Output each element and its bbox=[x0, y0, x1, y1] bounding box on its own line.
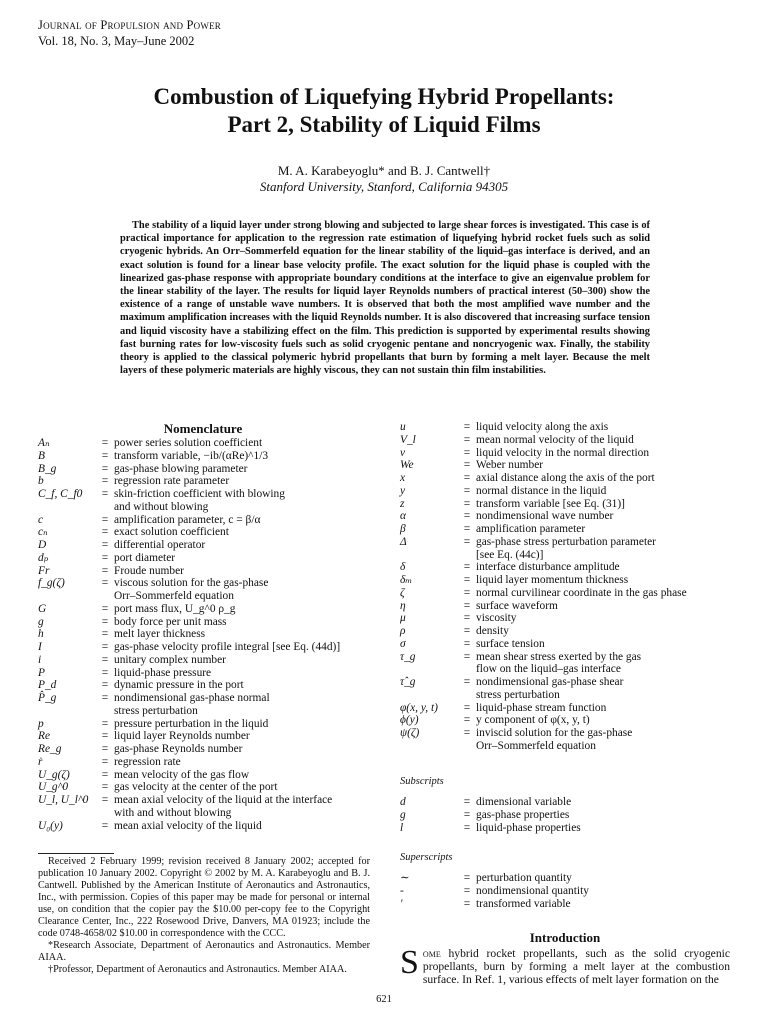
nomenclature-row bbox=[38, 820, 370, 833]
nomenclature-equals: = bbox=[101, 462, 109, 475]
nomenclature-definition: liquid layer Reynolds number bbox=[114, 730, 250, 743]
nomenclature-row bbox=[38, 628, 370, 641]
nomenclature-symbol: U_g(ζ) bbox=[38, 768, 70, 781]
nomenclature-equals bbox=[96, 590, 114, 603]
nomenclature-row bbox=[400, 612, 730, 625]
nomenclature-symbol: τ_g bbox=[400, 650, 416, 663]
nomenclature-definition: liquid-phase stream function bbox=[476, 701, 607, 714]
nomenclature-symbol: ψ(ζ) bbox=[400, 727, 420, 739]
nomenclature-symbol: x bbox=[400, 472, 406, 484]
nomenclature-right-list bbox=[400, 421, 730, 753]
nomenclature-row bbox=[38, 654, 370, 667]
nomenclature-definition: mean normal velocity of the liquid bbox=[476, 433, 634, 446]
nomenclature-row bbox=[38, 756, 370, 769]
nomenclature-symbol: b bbox=[38, 475, 44, 488]
nomenclature-row bbox=[400, 421, 730, 434]
nomenclature-symbol: σ bbox=[400, 637, 406, 650]
nomenclature-symbol: v bbox=[400, 446, 406, 459]
nomenclature-definition: nondimensional quantity bbox=[476, 884, 589, 897]
nomenclature-definition: gas-phase properties bbox=[476, 808, 570, 821]
nomenclature-symbol: ρ bbox=[400, 625, 406, 637]
nomenclature-equals: = bbox=[463, 625, 471, 637]
journal-header bbox=[38, 17, 221, 49]
title-line-2: Part 2, Stability of Liquid Films bbox=[227, 112, 541, 137]
nomenclature-equals: = bbox=[463, 897, 471, 910]
footnote-received: Received 2 February 1999; revision received 8 January 2002; accepted for publication 10 January 2002. Copyright © 2002 by M. A. Karabeyoglu and B. J. Cantwell. Published by the American Institute of Aeronautics and Astronautics, Inc., with permission. Copies of this paper may be made for personal or internal use, on condition that the copier pay the $10.00 per-copy fee to the Copyright Clearance Center, Inc., 222 Rosewood Drive, Danvers, MA 01923; include the code 0748-4658/02 $10.00 in correspondence with the CCC. bbox=[38, 856, 370, 939]
nomenclature-symbol: l bbox=[400, 821, 404, 834]
nomenclature-equals: = bbox=[463, 612, 471, 625]
nomenclature-symbol: U_l, U_l^0 bbox=[38, 794, 89, 806]
nomenclature-row bbox=[38, 692, 370, 705]
nomenclature-equals: = bbox=[463, 796, 471, 808]
nomenclature-equals: = bbox=[101, 641, 109, 653]
nomenclature-equals: = bbox=[101, 768, 109, 781]
nomenclature-equals: = bbox=[463, 650, 471, 663]
nomenclature-row bbox=[400, 498, 730, 511]
superscripts-list bbox=[400, 872, 730, 910]
nomenclature-symbol: ζ bbox=[400, 586, 405, 599]
nomenclature-definition: mean axial velocity of the liquid at the interface bbox=[114, 794, 333, 806]
nomenclature-definition: transform variable [see Eq. (31)] bbox=[476, 497, 625, 510]
nomenclature-definition: mean axial velocity of the liquid bbox=[114, 819, 262, 832]
nomenclature-definition: axial distance along the axis of the port bbox=[476, 472, 655, 484]
nomenclature-definition: liquid velocity along the axis bbox=[476, 421, 609, 433]
nomenclature-definition: viscous solution for the gas-phase bbox=[114, 577, 269, 590]
nomenclature-symbol: I bbox=[38, 641, 42, 653]
nomenclature-definition: pressure perturbation in the liquid bbox=[114, 717, 269, 730]
nomenclature-symbol: α bbox=[400, 510, 406, 523]
nomenclature-equals: = bbox=[101, 666, 109, 679]
nomenclature-definition: transform variable, −ib/(αRe)^1/3 bbox=[114, 449, 269, 462]
nomenclature-row bbox=[38, 475, 370, 488]
nomenclature-definition: interface disturbance amplitude bbox=[476, 561, 620, 574]
nomenclature-row bbox=[400, 510, 730, 523]
nomenclature-definition: body force per unit mass bbox=[114, 615, 227, 628]
nomenclature-equals: = bbox=[463, 497, 471, 510]
nomenclature-symbol bbox=[38, 590, 96, 603]
nomenclature-definition: liquid layer momentum thickness bbox=[476, 574, 629, 586]
nomenclature-row bbox=[400, 740, 730, 753]
nomenclature-definition: regression rate bbox=[114, 755, 181, 768]
nomenclature-row bbox=[400, 600, 730, 613]
nomenclature-row bbox=[400, 702, 730, 715]
nomenclature-row bbox=[400, 485, 730, 498]
nomenclature-symbol: δ bbox=[400, 561, 406, 574]
nomenclature-equals: = bbox=[463, 808, 471, 821]
nomenclature-definition: liquid-phase properties bbox=[476, 821, 581, 834]
nomenclature-equals: = bbox=[463, 446, 471, 459]
nomenclature-row bbox=[38, 769, 370, 782]
nomenclature-equals: = bbox=[101, 577, 109, 590]
nomenclature-definition: dimensional variable bbox=[476, 796, 572, 808]
nomenclature-equals: = bbox=[101, 615, 109, 628]
nomenclature-equals: = bbox=[101, 564, 109, 577]
nomenclature-symbol: D bbox=[38, 539, 47, 551]
nomenclature-equals: = bbox=[463, 459, 471, 472]
nomenclature-equals: = bbox=[463, 599, 471, 612]
nomenclature-symbol bbox=[400, 549, 458, 562]
intro-smallcaps: ome bbox=[422, 947, 441, 960]
nomenclature-definition: nondimensional gas-phase shear bbox=[476, 676, 624, 688]
nomenclature-row bbox=[400, 459, 730, 472]
nomenclature-definition: surface waveform bbox=[476, 599, 558, 612]
nomenclature-definition: flow on the liquid–gas interface bbox=[476, 663, 621, 676]
nomenclature-row bbox=[400, 574, 730, 587]
nomenclature-symbol: δₘ bbox=[400, 574, 413, 586]
nomenclature-row bbox=[400, 885, 730, 898]
nomenclature-equals bbox=[96, 705, 114, 718]
nomenclature-symbol: y bbox=[400, 484, 406, 497]
nomenclature-symbol: P_d bbox=[38, 679, 57, 692]
nomenclature-row bbox=[38, 565, 370, 578]
nomenclature-row bbox=[38, 730, 370, 743]
title-line-1: Combustion of Liquefying Hybrid Propellants: bbox=[153, 84, 615, 109]
nomenclature-symbol bbox=[400, 663, 458, 676]
authors: M. A. Karabeyoglu* and B. J. Cantwell† bbox=[277, 163, 491, 178]
nomenclature-row bbox=[38, 552, 370, 565]
nomenclature-definition: mean velocity of the gas flow bbox=[114, 768, 250, 781]
nomenclature-equals: = bbox=[101, 602, 109, 615]
nomenclature-row bbox=[400, 809, 730, 822]
superscripts-heading: Superscripts bbox=[400, 852, 453, 863]
nomenclature-definition: normal curvilinear coordinate in the gas phase bbox=[476, 586, 687, 599]
nomenclature-equals: = bbox=[101, 730, 109, 743]
nomenclature-equals: = bbox=[101, 488, 109, 500]
nomenclature-row bbox=[38, 641, 370, 654]
nomenclature-definition: unitary complex number bbox=[114, 653, 226, 666]
nomenclature-symbol: We bbox=[400, 459, 414, 472]
nomenclature-definition: exact solution coefficient bbox=[114, 526, 229, 539]
nomenclature-symbol: τ̂_g bbox=[400, 676, 416, 688]
nomenclature-symbol: η bbox=[400, 599, 406, 612]
nomenclature-row bbox=[38, 718, 370, 731]
nomenclature-equals: = bbox=[463, 676, 471, 688]
nomenclature-symbol: μ bbox=[400, 612, 406, 625]
nomenclature-definition: nondimensional wave number bbox=[476, 510, 614, 523]
nomenclature-definition: y component of φ(x, y, t) bbox=[476, 714, 590, 727]
nomenclature-row bbox=[38, 590, 370, 603]
nomenclature-definition: gas-phase Reynolds number bbox=[114, 743, 243, 755]
nomenclature-equals bbox=[96, 807, 114, 820]
nomenclature-symbol: Re_g bbox=[38, 743, 62, 755]
nomenclature-row bbox=[400, 898, 730, 911]
nomenclature-symbol: B bbox=[38, 449, 45, 462]
footnote-author-2: †Professor, Department of Aeronautics and Astronautics. Member AIAA. bbox=[48, 964, 347, 975]
nomenclature-row bbox=[400, 434, 730, 447]
intro-body: hybrid rocket propellants, such as the solid cryogenic propellants, burn by forming a melt layer at the combustion surface. In Ref. 1, various effects of melt layer formation on the bbox=[422, 947, 730, 986]
nomenclature-definition: density bbox=[476, 625, 509, 637]
nomenclature-row bbox=[38, 514, 370, 527]
nomenclature-symbol: cₙ bbox=[38, 526, 48, 539]
nomenclature-equals bbox=[458, 689, 476, 702]
nomenclature-definition: liquid velocity in the normal direction bbox=[476, 446, 650, 459]
nomenclature-symbol: u bbox=[400, 421, 406, 433]
nomenclature-row bbox=[400, 472, 730, 485]
nomenclature-definition: viscosity bbox=[476, 612, 517, 625]
nomenclature-row bbox=[38, 539, 370, 552]
nomenclature-definition: surface tension bbox=[476, 637, 545, 650]
nomenclature-row bbox=[38, 488, 370, 501]
nomenclature-row bbox=[400, 727, 730, 740]
affiliation: Stanford University, Stanford, California 94305 bbox=[259, 179, 509, 194]
nomenclature-symbol: φ(x, y, t) bbox=[400, 701, 438, 714]
nomenclature-equals: = bbox=[101, 513, 109, 526]
nomenclature-equals: = bbox=[463, 421, 471, 433]
nomenclature-equals: = bbox=[101, 526, 109, 539]
nomenclature-definition: Orr–Sommerfeld equation bbox=[114, 590, 234, 602]
nomenclature-symbol bbox=[38, 807, 96, 820]
nomenclature-definition: with and without blowing bbox=[114, 806, 232, 819]
nomenclature-definition: [see Eq. (44c)] bbox=[476, 548, 544, 561]
nomenclature-row bbox=[400, 447, 730, 460]
nomenclature-definition: inviscid solution for the gas-phase bbox=[476, 727, 633, 739]
nomenclature-row bbox=[38, 463, 370, 476]
nomenclature-symbol: Fr bbox=[38, 564, 50, 577]
nomenclature-row bbox=[400, 523, 730, 536]
nomenclature-equals: = bbox=[463, 574, 471, 586]
nomenclature-definition: amplification parameter, c = β/α bbox=[114, 513, 261, 526]
nomenclature-symbol: p bbox=[38, 717, 44, 730]
nomenclature-definition: and without blowing bbox=[114, 500, 209, 513]
nomenclature-equals bbox=[458, 549, 476, 562]
nomenclature-symbol: g bbox=[38, 615, 44, 628]
nomenclature-symbol: Re bbox=[38, 730, 51, 743]
nomenclature-row bbox=[38, 526, 370, 539]
nomenclature-equals: = bbox=[101, 539, 109, 551]
nomenclature-row bbox=[38, 794, 370, 807]
nomenclature-row bbox=[400, 714, 730, 727]
nomenclature-definition: melt layer thickness bbox=[114, 628, 206, 641]
nomenclature-row bbox=[400, 536, 730, 549]
nomenclature-equals: = bbox=[101, 819, 109, 832]
introduction-text bbox=[400, 944, 730, 986]
nomenclature-left-list bbox=[38, 437, 370, 832]
journal-volume: Vol. 18, No. 3, May–June 2002 bbox=[38, 34, 195, 48]
footnote-rule bbox=[38, 853, 114, 854]
nomenclature-equals: = bbox=[101, 653, 109, 666]
paper-title bbox=[0, 83, 768, 139]
nomenclature-equals bbox=[458, 740, 476, 753]
nomenclature-definition: nondimensional gas-phase normal bbox=[114, 692, 270, 704]
nomenclature-symbol: z bbox=[400, 497, 405, 510]
nomenclature-equals: = bbox=[101, 781, 109, 794]
nomenclature-symbol: h bbox=[38, 628, 44, 641]
nomenclature-equals: = bbox=[101, 679, 109, 692]
nomenclature-equals: = bbox=[463, 484, 471, 497]
nomenclature-row bbox=[400, 822, 730, 835]
nomenclature-symbol: G bbox=[38, 602, 47, 615]
nomenclature-equals: = bbox=[101, 628, 109, 641]
nomenclature-equals: = bbox=[463, 727, 471, 739]
nomenclature-symbol: ϕ(y) bbox=[400, 714, 419, 727]
nomenclature-row bbox=[38, 705, 370, 718]
nomenclature-equals: = bbox=[463, 884, 471, 897]
nomenclature-symbol: ∼ bbox=[400, 872, 410, 884]
nomenclature-row bbox=[400, 587, 730, 600]
nomenclature-symbol: U₀(y) bbox=[38, 819, 63, 832]
nomenclature-equals: = bbox=[101, 475, 109, 488]
nomenclature-row bbox=[400, 676, 730, 689]
nomenclature-row bbox=[38, 667, 370, 680]
abstract: The stability of a liquid layer under strong blowing and subjected to large shear forces is investigated. This case is of practical importance for application to the regression rate estimation of liquefying hybrid rocket fuels such as solid cryogenic hybrids. An Orr–Sommerfeld equation for the linear stability of the liquid–gas interface is derived, and an exact solution is found for a linear base velocity profile. The exact solution for the liquid phase is coupled with the linearized gas-phase response with appropriate boundary conditions at the interface to give an eigenvalue problem for the linear stability of the layer. The results for liquid layer Reynolds numbers of practical interest (50–300) show the existence of a range of unstable wave numbers. It is observed that both the most amplified wave number and the maximum amplification increases with the liquid Reynolds number. It is also discovered that increasing surface tension and liquid viscosity have a stabilizing effect on the film. This prediction is supported by experimental results showing fast burning rates for low-viscosity fuels such as solid cryogenic pentane and noncryogenic wax. Finally, the stability theory is applied to the classical polymeric hybrid propellants that burn by forming a melt layer. Because the melt layers of these polymeric materials are highly viscous, they can not sustain thin film instabilities. bbox=[120, 220, 650, 377]
nomenclature-definition: gas-phase velocity profile integral [see Eq. (44d)] bbox=[114, 641, 341, 653]
nomenclature-symbol bbox=[400, 689, 458, 702]
nomenclature-row bbox=[400, 689, 730, 702]
nomenclature-row bbox=[38, 437, 370, 450]
nomenclature-row bbox=[400, 549, 730, 562]
nomenclature-equals: = bbox=[463, 701, 471, 714]
nomenclature-symbol: β bbox=[400, 523, 406, 535]
nomenclature-row bbox=[400, 561, 730, 574]
nomenclature-definition: gas velocity at the center of the port bbox=[114, 781, 278, 794]
subscripts-list bbox=[400, 796, 730, 834]
nomenclature-symbol: ṙ bbox=[38, 755, 43, 768]
nomenclature-definition: dynamic pressure in the port bbox=[114, 679, 244, 692]
nomenclature-row bbox=[38, 577, 370, 590]
footnotes bbox=[38, 856, 370, 976]
nomenclature-definition: port mass flux, U_g^0 ρ_g bbox=[114, 602, 236, 615]
nomenclature-symbol: c bbox=[38, 513, 44, 526]
nomenclature-symbol: f_g(ζ) bbox=[38, 577, 65, 590]
nomenclature-definition: gas-phase stress perturbation parameter bbox=[476, 535, 656, 548]
drop-cap: S bbox=[400, 944, 419, 981]
nomenclature-symbol: g bbox=[400, 808, 406, 821]
nomenclature-definition: skin-friction coefficient with blowing bbox=[114, 488, 285, 500]
nomenclature-equals: = bbox=[463, 535, 471, 548]
nomenclature-definition: liquid-phase pressure bbox=[114, 666, 212, 679]
nomenclature-definition: mean shear stress exerted by the gas bbox=[476, 650, 642, 663]
nomenclature-symbol: P bbox=[38, 666, 45, 679]
nomenclature-equals: = bbox=[463, 637, 471, 650]
nomenclature-symbol bbox=[38, 705, 96, 718]
nomenclature-equals bbox=[96, 501, 114, 514]
nomenclature-equals: = bbox=[463, 586, 471, 599]
nomenclature-equals: = bbox=[101, 449, 109, 462]
nomenclature-equals: = bbox=[101, 551, 109, 564]
nomenclature-symbol: - bbox=[400, 884, 404, 897]
nomenclature-equals: = bbox=[463, 433, 471, 446]
nomenclature-symbol: Aₙ bbox=[38, 437, 50, 449]
nomenclature-equals: = bbox=[463, 523, 471, 535]
page-number: 621 bbox=[376, 994, 392, 1005]
nomenclature-row bbox=[400, 638, 730, 651]
nomenclature-equals: = bbox=[101, 743, 109, 755]
nomenclature-definition: stress perturbation bbox=[476, 688, 560, 701]
nomenclature-equals: = bbox=[463, 714, 471, 727]
nomenclature-equals: = bbox=[463, 821, 471, 834]
nomenclature-row bbox=[400, 872, 730, 885]
nomenclature-definition: transformed variable bbox=[476, 897, 571, 910]
nomenclature-definition: differential operator bbox=[114, 539, 206, 551]
nomenclature-symbol: Δ bbox=[400, 535, 407, 548]
nomenclature-row bbox=[400, 796, 730, 809]
nomenclature-row bbox=[38, 616, 370, 629]
nomenclature-definition: power series solution coefficient bbox=[114, 437, 263, 449]
nomenclature-row bbox=[400, 651, 730, 664]
nomenclature-symbol: i bbox=[38, 653, 42, 666]
nomenclature-definition: Weber number bbox=[476, 459, 544, 472]
nomenclature-row bbox=[38, 501, 370, 514]
nomenclature-symbol: V_l bbox=[400, 433, 416, 446]
nomenclature-row bbox=[38, 807, 370, 820]
journal-name: Journal of Propulsion and Power bbox=[38, 18, 221, 32]
introduction-heading: Introduction bbox=[529, 930, 601, 945]
nomenclature-equals: = bbox=[101, 717, 109, 730]
nomenclature-row bbox=[38, 679, 370, 692]
nomenclature-definition: regression rate parameter bbox=[114, 475, 230, 488]
nomenclature-symbol: d bbox=[400, 796, 406, 808]
nomenclature-symbol: U_g^0 bbox=[38, 781, 69, 794]
nomenclature-definition: normal distance in the liquid bbox=[476, 484, 607, 497]
nomenclature-row bbox=[38, 603, 370, 616]
nomenclature-definition: stress perturbation bbox=[114, 704, 198, 717]
nomenclature-symbol: B_g bbox=[38, 462, 57, 475]
nomenclature-symbol: C_f, C_f0 bbox=[38, 488, 83, 500]
nomenclature-definition: Froude number bbox=[114, 564, 184, 577]
nomenclature-symbol bbox=[400, 740, 458, 753]
nomenclature-equals: = bbox=[101, 692, 109, 704]
nomenclature-equals: = bbox=[101, 755, 109, 768]
nomenclature-definition: perturbation quantity bbox=[476, 872, 572, 884]
nomenclature-symbol bbox=[38, 501, 96, 514]
nomenclature-heading: Nomenclature bbox=[163, 421, 243, 436]
nomenclature-row bbox=[38, 781, 370, 794]
nomenclature-equals: = bbox=[463, 872, 471, 884]
nomenclature-equals: = bbox=[101, 794, 109, 806]
nomenclature-row bbox=[38, 743, 370, 756]
nomenclature-symbol: P̂_g bbox=[38, 692, 57, 704]
nomenclature-row bbox=[400, 625, 730, 638]
nomenclature-symbol: dₚ bbox=[38, 551, 49, 564]
nomenclature-symbol: ′ bbox=[400, 897, 403, 910]
subscripts-heading: Subscripts bbox=[400, 776, 444, 787]
nomenclature-equals: = bbox=[463, 561, 471, 574]
nomenclature-definition: amplification parameter bbox=[476, 523, 586, 535]
nomenclature-definition: port diameter bbox=[114, 551, 176, 564]
nomenclature-equals: = bbox=[101, 437, 109, 449]
nomenclature-equals: = bbox=[463, 510, 471, 523]
nomenclature-definition: Orr–Sommerfeld equation bbox=[476, 739, 596, 752]
nomenclature-equals: = bbox=[463, 472, 471, 484]
footnote-author-1: *Research Associate, Department of Aeronautics and Astronautics. Member AIAA. bbox=[38, 940, 370, 963]
nomenclature-row bbox=[400, 663, 730, 676]
nomenclature-definition: gas-phase blowing parameter bbox=[114, 462, 248, 475]
nomenclature-equals bbox=[458, 663, 476, 676]
nomenclature-row bbox=[38, 450, 370, 463]
